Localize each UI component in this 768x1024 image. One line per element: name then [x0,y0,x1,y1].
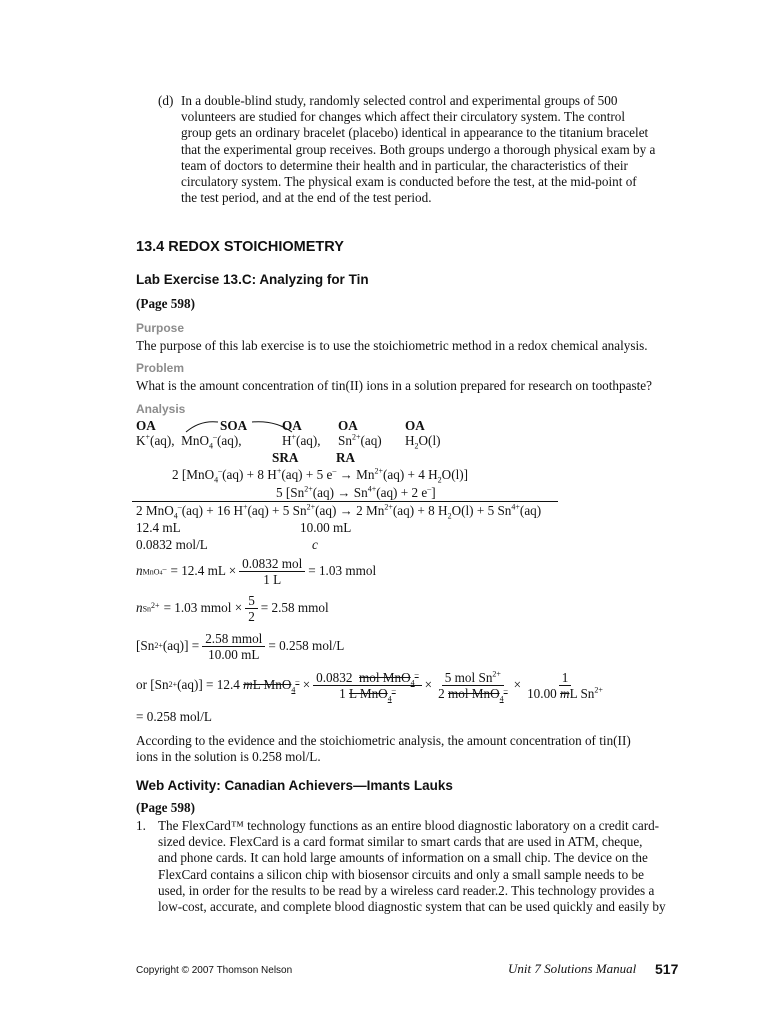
text-line: ions in the solution is 0.258 mol/L. [136,749,321,765]
species-h-plus: H+(aq), [282,432,321,448]
agent-label-sra: SRA [272,450,299,465]
agent-label-oa-1: OA [136,418,156,433]
web-activity-page-ref: (Page 598) [136,800,195,815]
section-title: 13.4 REDOX STOICHIOMETRY [136,239,344,255]
purpose-heading: Purpose [136,321,185,335]
text-line: used, in order for the results to be read by a wireless card reader.2. This technology provides a [158,882,655,898]
purpose-text: The purpose of this lab exercise is to use the stoichiometric method in a redox chemical analysis. [136,338,648,353]
calc-dimensional-analysis: or [Sn 2+ (aq)] = 12.4 m L MnO$_4$– × $\frac{0.0832 mol MnO_4^-}{1 L MnO_4^-}$ × $\frac{5 mol Sn^{2+}}{2 mol MnO_4^-}$ × $\frac{1}{10.00 mL Sn^{2+}}$ [136,669,603,704]
text-line: The FlexCard™ technology functions as an entire blood diagnostic laboratory on a credit card- [158,818,660,833]
species-sn: $Sn^{2+}(aq)$ [338,432,382,448]
agent-label-ra: RA [336,450,356,465]
text-line: volunteers are studied for changes which affect their circulatory system. The control [181,109,626,125]
text-line: circulatory system. The physical exam is conducted before the test, at the mid-point of [181,173,637,189]
web-activity-item-number: 1. [136,818,146,833]
agent-label-soa: SOA [220,418,248,433]
text-line: and phone cards. It can hold large amounts of information on a small chip. The device on the [158,850,648,866]
conclusion-paragraph [136,733,631,765]
calc-moles-sn: n $Sn^{2+}$ = 1.03 mmol × $\frac{5}{2}$ = 2.58 mmol [136,592,329,624]
final-result: = 0.258 mol/L [136,709,212,724]
web-activity-paragraph [158,818,666,915]
conc-mno4: 0.0832 mol/L [136,537,208,552]
species-row: K+(aq), MnO$_4$–(aq), [136,432,242,451]
footer-manual-title: Unit 7 Solutions Manual [508,961,637,976]
text-line: team of doctors to determine their health and in particular, the characteristics of their [181,157,628,173]
text-line: the test period, and at the end of the test period. [181,190,432,206]
half-reaction-reduction: 2 [MnO$_4$–(aq) + 8 H+(aq) + 5 $e^- \to Mn^{2+}(aq) + 4$ $H_2O(l)$] [172,466,469,485]
net-reaction: 2 MnO$_4$–(aq) + 16 H+(aq) + 5 $Sn^{2+}(aq) \to 2$ $Mn^{2+}(aq) + 8$ $H_2O(l) + 5$ $Sn^{4+}(aq)$ [136,502,542,521]
footer-page-number: 517 [655,961,679,977]
problem-heading: Problem [136,361,185,375]
text-line: sized device. FlexCard is a card format similar to smart cards that are used in ATM, cheque, [158,834,643,850]
calc-concentration: [Sn 2+ (aq)] = $\frac{\text{2.58 mmol}}{10.00 mL}$ = 0.258 mol/L [136,630,345,662]
problem-text: What is the amount concentration of tin(II) ions in a solution prepared for research on toothpaste? [136,378,652,393]
volume-sn: 10.00 mL [300,520,352,535]
agent-label-oa-4: OA [405,418,425,433]
web-activity-title: Web Activity: Canadian Achievers—Imants Lauks [136,778,453,793]
conc-sn-symbol: c [312,537,318,552]
text-line: In a double-blind study, randomly selected control and experimental groups of 500 [181,93,618,108]
reaction-sum-rule [132,501,558,502]
text-line: low-cost, accurate, and complete blood diagnostic system that can be used quickly and easily by [158,898,666,914]
text-line: that the experimental group receives. Both groups undergo a thorough physical exam by a [181,141,656,157]
text-line: FlexCard contains a silicon chip with biosensor circuits and only a small sample needs to be [158,866,645,882]
footer-copyright: Copyright © 2007 Thomson Nelson [136,965,293,976]
species-water: $H_2O(l)$ [405,433,441,451]
analysis-heading: Analysis [136,402,186,416]
lab-title: Lab Exercise 13.C: Analyzing for Tin [136,272,369,287]
part-d-paragraph [181,93,655,206]
agent-label-oa-3: OA [338,418,358,433]
volume-mno4: 12.4 mL [136,520,181,535]
calc-moles-mno4: n MnO4– = 12.4 mL × $\frac{\text{0.0832 mol}}{1 L}$ = 1.03 mmol [136,555,377,587]
lab-page-ref: (Page 598) [136,296,195,311]
agent-label-oa-2: OA [282,418,302,433]
part-d-label: (d) [158,93,174,108]
half-reaction-oxidation: 5 [$Sn^{2+}(aq) \to Sn^{4+}(aq) + 2$ e–] [276,484,436,500]
text-line: group gets an ordinary bracelet (placebo) identical in appearance to the titanium bracelet [181,125,649,141]
text-line: According to the evidence and the stoichiometric analysis, the amount concentration of tin(II) [136,733,631,748]
